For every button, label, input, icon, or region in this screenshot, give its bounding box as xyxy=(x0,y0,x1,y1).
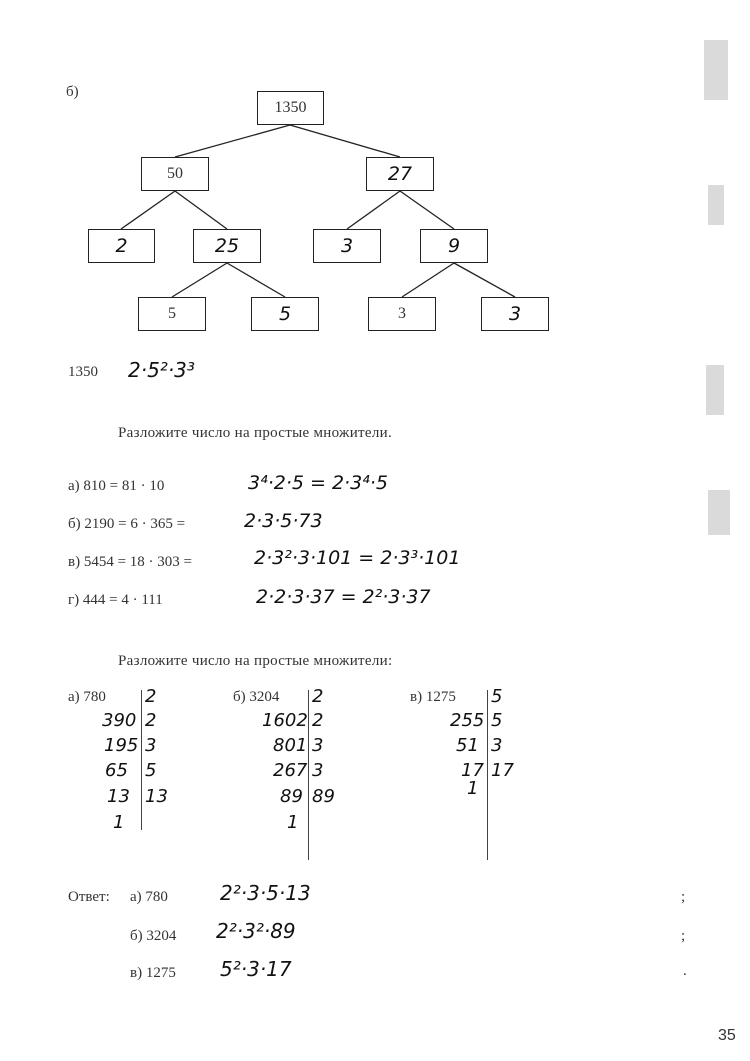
col-b-quotient: 1 xyxy=(287,812,299,833)
col-c-quotient: 1 xyxy=(467,778,479,799)
task1-row-b-answer: 2·3·5·73 xyxy=(244,510,323,532)
tree-node-3b xyxy=(481,297,549,331)
answer-row-a-label: а) 780 xyxy=(130,889,168,905)
tree-node-9 xyxy=(420,229,488,263)
tree-node-value: 5 xyxy=(278,303,292,325)
answer-row-a-value: 2²·3·5·13 xyxy=(220,881,311,905)
tree-result-number: 1350 xyxy=(68,364,98,380)
tree-node-2 xyxy=(88,229,155,263)
tree-node-5b xyxy=(251,297,319,331)
tree-root-value: 1350 xyxy=(274,99,307,116)
task1-row-b-label: б) 2190 = 6 · 365 = xyxy=(68,516,186,532)
col-b-divisor: 89 xyxy=(312,786,335,807)
col-c-quotient: 255 xyxy=(450,710,485,731)
col-c-divisor: 3 xyxy=(491,735,503,756)
col-b-quotient: 801 xyxy=(273,735,308,756)
col-b-divisor: 2 xyxy=(312,710,324,731)
col-b-quotient: 89 xyxy=(280,786,303,807)
col-b-quotient: 267 xyxy=(273,760,308,781)
col-c-divisor: 17 xyxy=(491,760,514,781)
tree-node-value: 50 xyxy=(167,165,183,182)
task1-row-a-label: а) 810 = 81 · 10 xyxy=(68,478,165,494)
tree-node-27 xyxy=(366,157,434,191)
tree-node-3 xyxy=(313,229,381,263)
col-c-divisor: 5 xyxy=(491,710,503,731)
answer-row-b-label: б) 3204 xyxy=(130,928,177,944)
col-c-quotient: 17 xyxy=(461,760,484,781)
task2-col-a-label: а) 780 xyxy=(68,689,106,705)
task2-col-b-label: б) 3204 xyxy=(233,689,280,705)
task1-row-c-label: в) 5454 = 18 · 303 = xyxy=(68,554,192,570)
col-a-quotient: 13 xyxy=(107,786,130,807)
answer-row-b-value: 2²·3²·89 xyxy=(216,919,296,943)
col-a-divisor: 2 xyxy=(145,710,157,731)
tree-section-label: б) xyxy=(66,84,79,100)
task1-row-d-answer: 2·2·3·37 = 2²·3·37 xyxy=(256,586,431,608)
tree-node-value: 3 xyxy=(508,303,522,325)
tree-node-value: 2 xyxy=(115,235,128,257)
tree-node-value: 25 xyxy=(214,235,240,257)
col-c-divisor: 5 xyxy=(491,686,503,707)
col-a-divisor: 2 xyxy=(145,686,157,707)
task2-heading: Разложите число на простые множители: xyxy=(118,653,393,669)
task1-row-d-label: г) 444 = 4 · 111 xyxy=(68,592,163,608)
division-line xyxy=(141,690,142,830)
task1-heading: Разложите число на простые множители. xyxy=(118,425,393,441)
division-line xyxy=(487,690,488,860)
tree-node-5a xyxy=(138,297,206,331)
col-a-quotient: 390 xyxy=(102,710,137,731)
tree-node-3a xyxy=(368,297,436,331)
task2-col-c-label: в) 1275 xyxy=(410,689,456,705)
col-a-quotient: 65 xyxy=(105,760,128,781)
tree-node-value: 9 xyxy=(447,235,461,257)
tree-node-value: 3 xyxy=(398,305,406,322)
answer-row-b-end: ; xyxy=(681,928,686,944)
division-line xyxy=(308,690,309,860)
col-a-divisor: 3 xyxy=(145,735,157,756)
answer-row-a-end: ; xyxy=(681,889,686,905)
tree-node-value: 5 xyxy=(168,305,176,322)
tree-node-50 xyxy=(141,157,209,191)
col-a-divisor: 5 xyxy=(145,760,157,781)
tree-node-value: 3 xyxy=(340,235,354,257)
col-b-divisor: 3 xyxy=(312,735,324,756)
tree-root-node xyxy=(257,91,324,125)
answer-row-c-end: . xyxy=(683,963,687,979)
col-a-divisor: 13 xyxy=(145,786,168,807)
task1-row-a-answer: 3⁴·2·5 = 2·3⁴·5 xyxy=(248,472,388,494)
tree-result-factorization: 2·5²·3³ xyxy=(128,358,195,382)
tree-node-25 xyxy=(193,229,261,263)
col-b-quotient: 1602 xyxy=(262,710,308,731)
col-b-divisor: 3 xyxy=(312,760,324,781)
answer-row-c-label: в) 1275 xyxy=(130,965,176,981)
tree-node-value: 27 xyxy=(387,163,413,185)
col-a-quotient: 1 xyxy=(113,812,125,833)
task1-row-c-answer: 2·3²·3·101 = 2·3³·101 xyxy=(254,547,461,569)
answer-row-c-value: 5²·3·17 xyxy=(220,957,292,981)
answer-label: Ответ: xyxy=(68,889,110,905)
col-c-quotient: 51 xyxy=(456,735,479,756)
page-number: 35 xyxy=(718,1027,736,1044)
col-b-divisor: 2 xyxy=(312,686,324,707)
col-a-quotient: 195 xyxy=(104,735,139,756)
